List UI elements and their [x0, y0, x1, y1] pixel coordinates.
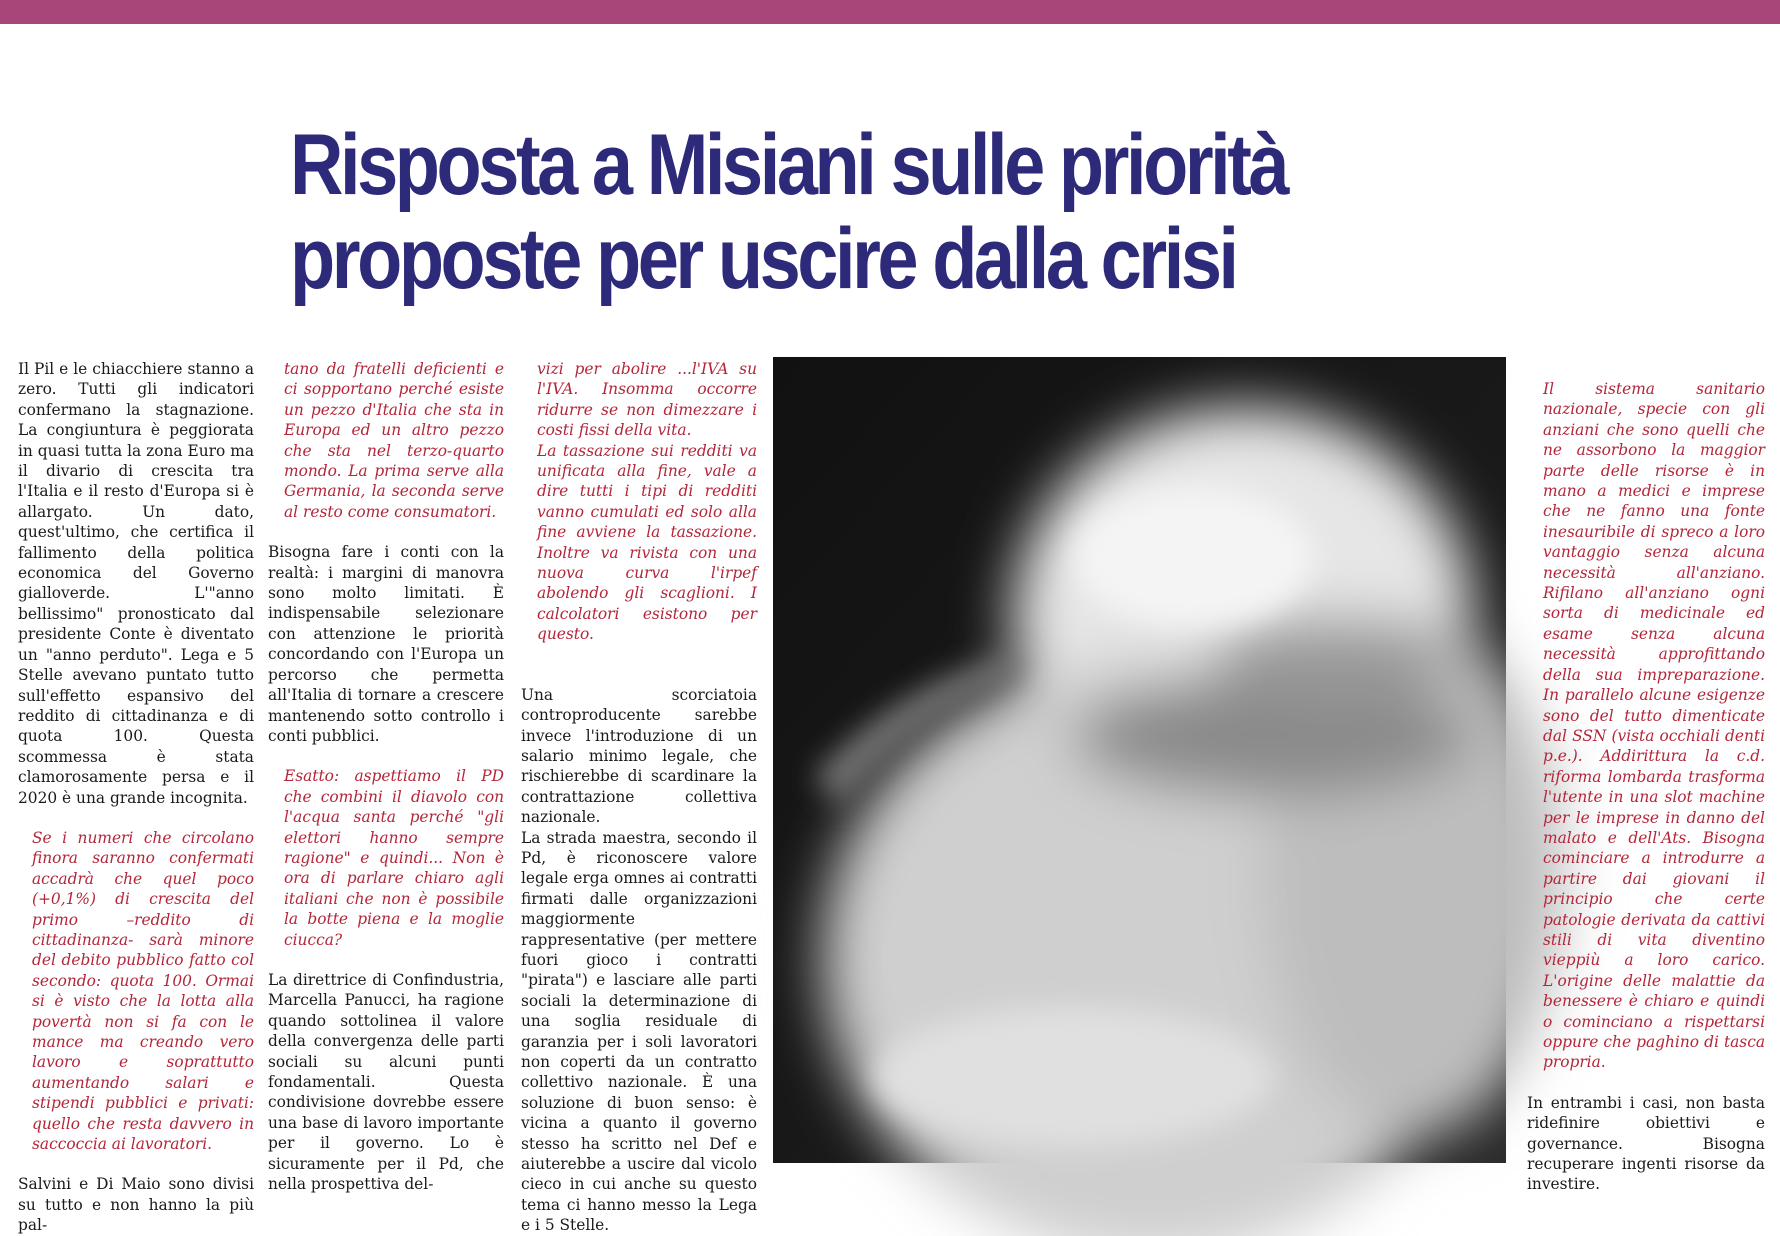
body-paragraph: Il Pil e le chiacchiere stanno a zero. Tutti gli indicatori confermano la stagnazione. La congiuntura è peggiorata in quasi tutta la zona Euro ma il divario di crescita tra l'Italia e il resto d'Europa si è allargato. Un dato, quest'ultimo, che certifica il fallimento della politica economica del Governo gialloverde. L'"anno bellissimo" pronosticato dal presidente Conte è diventato un "anno perduto". Lega e 5 Stelle avevano puntato tutto sull'effetto espansivo del reddito di cittadinanza e di quota 100. Questa scommessa è stata clamorosamente persa e il 2020 è una grande incognita.: [18, 360, 254, 807]
body-paragraph: In entrambi i casi, non basta ridefinire obiettivi e governance. Bisogna recuperare ingenti risorse da investire.: [1527, 1093, 1765, 1194]
top-color-bar: [0, 0, 1780, 24]
body-paragraph: La direttrice di Confindustria, Marcella Panucci, ha ragione quando sottolinea il valore della convergenza delle parti sociali su alcuni punti fondamentali. Questa condivisione dovrebbe essere una base di lavoro importante per il governo. Lo è sicuramente per il Pd, che nella prospettiva del-: [268, 970, 504, 1194]
column-1: [18, 359, 254, 1235]
article-headline: [290, 117, 1287, 307]
body-paragraph: Bisogna fare i conti con la realtà: i margini di manovra sono molto limitati. È indispensabile selezionare con attenzione le priorità concordando con l'Europa un percorso che permetta all'Italia di tornare a crescere mantenendo sotto controllo i conti pubblici.: [268, 543, 504, 745]
comment-paragraph: Esatto: aspettiamo il PD che combini il diavolo con l'acqua santa perché "gli elettori hanno sempre ragione" e quindi... Non è ora di parlare chiaro agli italiani che non è possibile la botte piena e la moglie ciucca?: [284, 767, 504, 949]
article-photo: [773, 357, 1506, 1163]
body-paragraph: La strada maestra, secondo il Pd, è riconoscere valore legale erga omnes ai contratti firmati dalle organizzazioni maggiormente rappresentative (per mettere fuori gioco i contratti "pirata") e lasciare alle parti sociali la determinazione di una soglia residuale di garanzia per i soli lavoratori non coperti da un contratto collettivo nazionale. È una soluzione di buon senso: è vicina a quanto il governo stesso ha scritto nel Def e aiuterebbe a uscire dal vicolo cieco in cui anche su questo tema ci hanno messo la Lega e i 5 Stelle.: [521, 828, 757, 1235]
comment-paragraph: Il sistema sanitario nazionale, specie con gli anziani che sono quelli che ne assorbono la maggior parte delle risorse è in mano a medici e imprese che ne fanno una fonte inesauribile di spreco a loro vantaggio senza alcuna necessità all'anziano. Rifilano all'anziano ogni sorta di medicinale ed esame senza alcuna necessità approfittando della sua impreparazione. In parallelo alcune esigenze sono del tutto dimenticate dal SSN (vista occhiali denti p.e.). Addirittura la c.d. riforma lombarda trasforma l'utente in una slot machine per le imprese in danno del malato e dell'Ats. Bisogna cominciare a introdurre a partire dai giovani il principio che certe patologie derivata da cattivi stili di vita diventino vieppiù a loro carico. L'origine delle malattie da benessere è chiaro e quindi o cominciano a rispettarsi oppure che paghino di tasca propria.: [1543, 380, 1765, 1072]
column-2: [268, 359, 504, 1194]
column-3: [521, 359, 757, 1235]
body-paragraph: Salvini e Di Maio sono divisi su tutto e non hanno la più pal-: [18, 1175, 254, 1235]
headline-line-2: proposte per uscire dalla crisi: [290, 211, 1236, 307]
headline-line-1: Risposta a Misiani sulle priorità: [290, 117, 1287, 213]
comment-paragraph: vizi per abolire ...l'IVA su l'IVA. Insomma occorre ridurre se non dimezzare i costi fissi della vita.: [537, 360, 757, 440]
comment-paragraph: Se i numeri che circolano finora saranno confermati accadrà che quel poco (+0,1%) di crescita del primo –reddito di cittadinanza- sarà minore del debito pubblico fatto col secondo: quota 100. Ormai si è visto che la lotta alla povertà non si fa con le mance ma creando vero lavoro e soprattutto aumentando salari e stipendi pubblici e privati: quello che resta davvero in saccoccia ai lavoratori.: [32, 828, 254, 1154]
comment-paragraph: tano da fratelli deficienti e ci sopportano perché esiste un pezzo d'Italia che sta in Europa ed un altro pezzo che sta nel terzo-quarto mondo. La prima serve alla Germania, la seconda serve al resto come consumatori.: [284, 360, 504, 521]
column-5: [1527, 359, 1765, 1194]
body-paragraph: Una scorciatoia controproducente sarebbe invece l'introduzione di un salario minimo legale, che rischierebbe di scardinare la contrattazione collettiva nazionale.: [521, 685, 757, 827]
comment-paragraph: La tassazione sui redditi va unificata alla fine, vale a dire tutti i tipi di redditi vanno cumulati ed solo alla fine avviene la tassazione. Inoltre va rivista con una nuova curva l'irpef abolendo gli scaglioni. I calcolatori esistono per questo.: [537, 441, 757, 644]
